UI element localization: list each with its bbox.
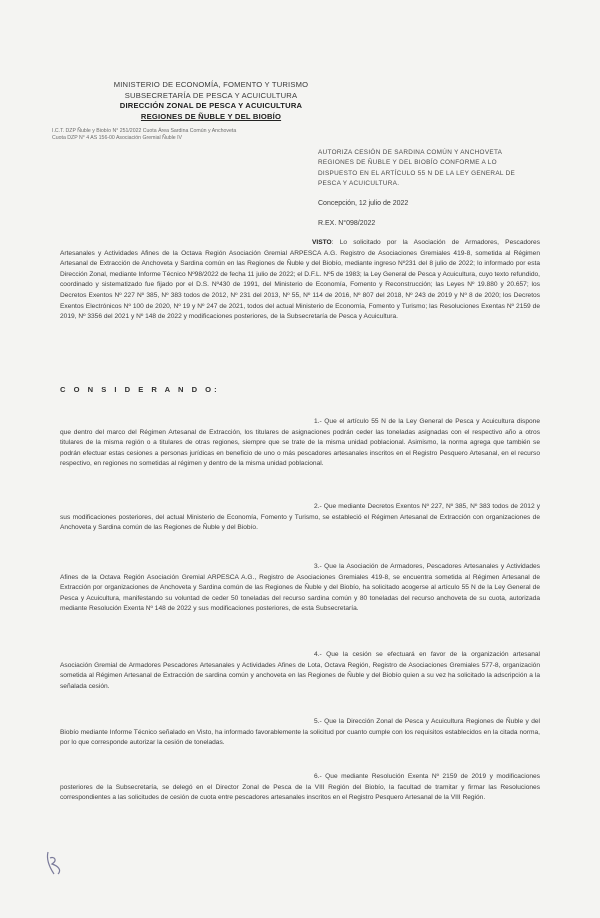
considerando-item: 6.- Que mediante Resolución Exenta Nº 2159 de 2019 y modificaciones posteriores de la Subsecretaría, se delegó en el Director Zonal de Pesca de la VIII Región del Biobío, la facultad de tramitar y firmar las Resoluciones correspondientes a las solicitudes de cesión de cuota entre pescadores artesanales inscritos en el Registro Pesquero Artesanal de la VIII Región. xyxy=(60,773,540,802)
resolution-number: R.EX. N°098/2022 xyxy=(318,220,376,227)
visto-keyword: VISTO xyxy=(312,239,332,246)
resolution-subject: AUTORIZA CESIÓN DE SARDINA COMÚN Y ANCHOVETA REGIONES DE ÑUBLE Y DEL BIOBÍO CONFORME A LO DISPUESTO EN EL ARTÍCULO 55 N DE LA LEY GENERAL DE PESCA Y ACUICULTURA. xyxy=(318,149,516,188)
considerando-item: 4.- Que la cesión se efectuará en favor de la organización artesanal Asociación Gremial de Armadores Pescadores Artesanales y Actividades Afines de Lota, Octava Región, Registro de Asociaciones Gremiales 577-8, organización sometida al Régimen Artesanal de Extracción de sardina común y anchoveta en las Regiones de Ñuble y del Biobío quien a su vez ha solicitado la adscripción a la señalada cesión. xyxy=(60,651,540,690)
considerando-item: 1.- Que el artículo 55 N de la Ley General de Pesca y Acuicultura dispone que dentro del marco del Régimen Artesanal de Extracción, los titulares de asignaciones podrán ceder las toneladas asignadas con el respectivo año a otros titulares de la misma región o a titulares de otras regiones, siempre que se trate de la misma unidad poblacional. Asimismo, la norma agrega que también se podrán efectuar estas cesiones a personas jurídicas en beneficio de uno o más pescadores artesanales inscritos en el Registro Pesquero Artesanal, en el recurso respectivo, en regiones no sometidas al régimen y dentro de la misma unidad poblacional. xyxy=(60,418,540,468)
ministry-name: MINISTERIO DE ECONOMÍA, FOMENTO Y TURISMO xyxy=(113,80,309,89)
visto-text: : Lo solicitado por la Asociación de Armadores, Pescadores Artesanales y Actividades Afines de la Octava Región Asociación Gremial ARPESCA A.G. Registro de Asociaciones Gremiales 419-8, sometida al Régimen Artesanal de Extracción de Anchoveta y Sardina común en las Regiones de Ñuble y del Biobío, mediante ingreso Nº231 del 8 julio de 2022; lo informado por esta Dirección Zonal, mediante Informe Técnico Nº98/2022 de fecha 11 julio de 2022; el D.F.L. Nº5 de 1983; la Ley General de Pesca y Acuicultura, cuyo texto refundido, coordinado y sistematizado fue fijado por el D.S. Nº430 de 1991, del Ministerio de Economía, Fomento y Reconstrucción; las Leyes Nº 19.880 y 20.657; los Decretos Exentos Nº 227 Nº 385, Nº 383 todos de 2012, Nº 231 del 2013, Nº 55, Nº 114 de 2016, Nº 807 del 2018, Nº 243 de 2019 y Nº 8 de 2020; los Decretos Exentos Electrónicos Nº 100 de 2020, Nº 19 y Nº 247 de 2021, todos del actual Ministerio de Economía, Fomento y Turismo; las Resoluciones Exentas Nº 2159 de 2019, Nº 3356 del 2021 y Nº 148 de 2022 y modificaciones posteriores, de la Subsecretaría de Pesca y Acuicultura. xyxy=(60,239,540,321)
reference-line: Cuota DZP N° 4 AS 156-00 Asociación Gremial Ñuble IV xyxy=(52,135,182,141)
letterhead xyxy=(86,80,336,122)
initials-mark xyxy=(40,848,80,878)
considerando-item: 2.- Que mediante Decretos Exentos Nº 227, Nº 385, Nº 383 todos de 2012 y sus modificaciones posteriores, del actual Ministerio de Economía, Fomento y Turismo, se estableció el Régimen Artesanal de Extracción con organizaciones de Anchoveta y Sardina común de las Regiones de Ñuble y del Biobío. xyxy=(60,503,540,532)
considerando-heading: C O N S I D E R A N D O: xyxy=(60,385,220,394)
reference-block xyxy=(52,128,302,142)
considerando-item: 3.- Que la Asociación de Armadores, Pescadores Artesanales y Actividades Afines de la Octava Región Asociación Gremial ARPESCA A.G., Registro de Asociaciones Gremiales 419-8, se encuentra sometida al Régimen Artesanal de Extracción por organizaciones de Anchoveta y Sardina común de las Regiones de Ñuble y del Biobío, ha solicitado acogerse al artículo 55 N de la Ley General de Pesca y Acuicultura, manifestando su voluntad de ceder 50 toneladas del recurso sardina común y 80 toneladas del recurso anchoveta de su cuota, autorizada mediante Resolución Exenta Nº 148 de 2022 y sus modificaciones posteriores, de esta Subsecretaría. xyxy=(60,563,540,613)
place-date: Concepción, 12 julio de 2022 xyxy=(318,200,409,207)
considerando-item: 5.- Que la Dirección Zonal de Pesca y Acuicultura Regiones de Ñuble y del Biobío mediante Informe Técnico señalado en Visto, ha informado favorablemente la solicitud por cuanto cumple con los requisitos establecidos en la citada norma, por lo que corresponde autorizar la cesión de toneladas. xyxy=(60,718,540,747)
regions-name: REGIONES DE ÑUBLE Y DEL BIOBÍO xyxy=(140,111,282,121)
undersecretariat-name: SUBSECRETARÍA DE PESCA Y ACUICULTURA xyxy=(124,90,298,100)
reference-line: I.C.T. DZP Ñuble y Biobío N° 251/2022 Cuota Área Sardina Común y Anchoveta xyxy=(52,128,237,134)
visto-paragraph xyxy=(60,238,540,323)
zonal-office-name: DIRECCIÓN ZONAL DE PESCA Y ACUICULTURA xyxy=(119,101,303,110)
